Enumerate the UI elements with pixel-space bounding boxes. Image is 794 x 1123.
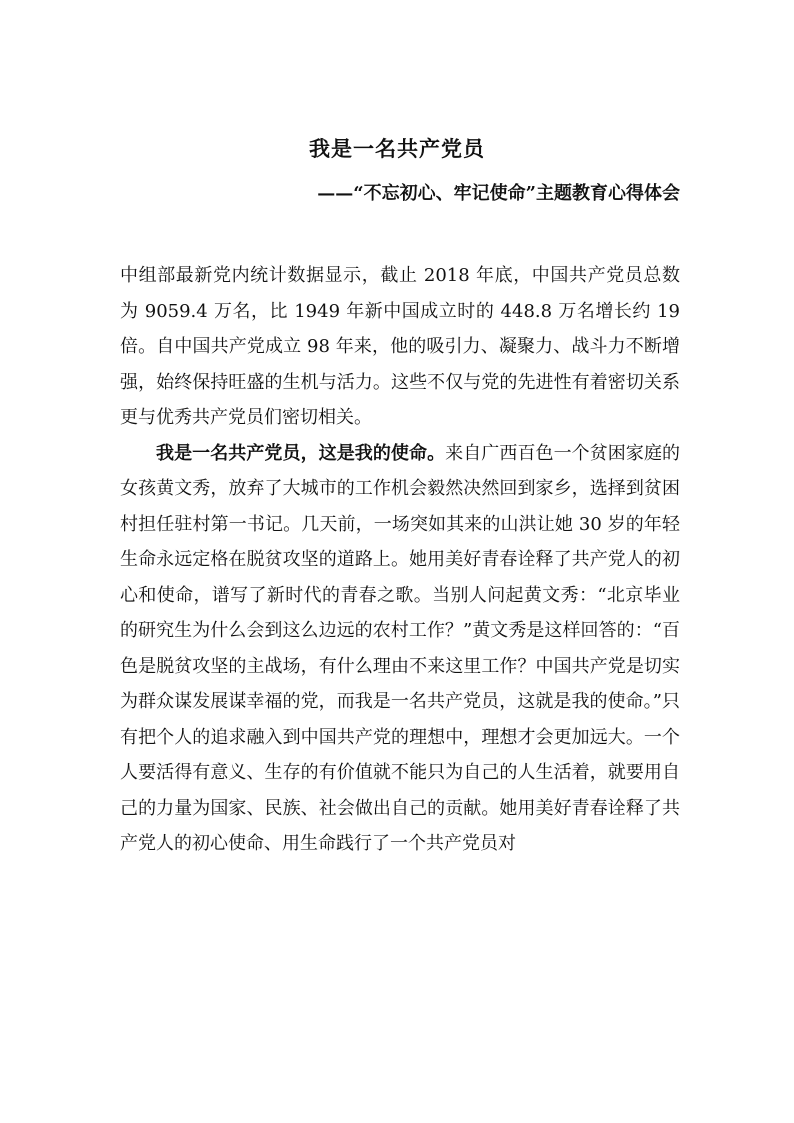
document-body (120, 258, 680, 862)
document-subtitle: ——“不忘初心、牢记使命”主题教育心得体会 (317, 183, 680, 204)
paragraph (120, 258, 680, 436)
paragraph (120, 436, 680, 862)
paragraph-text: 来自广西百色一个贫困家庭的女孩黄文秀，放弃了大城市的工作机会毅然决然回到家乡，选择到贫困村担任驻村第一书记。几天前，一场突如其来的山洪让她 30 岁的年轻生命永远定格在脱贫攻坚的道路上。她用美好青春诠释了共产党人的初心和使命，谱写了新时代的青春之歌。当别人问起黄文秀：“北京毕业的研究生为什么会到这么边远的农村工作？”黄文秀是这样回答的：“百色是脱贫攻坚的主战场，有什么理由不来这里工作？中国共产党是切实为群众谋发展谋幸福的党，而我是一名共产党员，这就是我的使命。”只有把个人的追求融入到中国共产党的理想中，理想才会更加远大。一个人要活得有意义、生存的有价值就不能只为自己的人生活着，就要用自己的力量为国家、民族、社会做出自己的贡献。她用美好青春诠释了共产党人的初心使命、用生命践行了一个共产党员对 (120, 442, 681, 854)
paragraph-text: 中组部最新党内统计数据显示，截止 2018 年底，中国共产党员总数为 9059.4 万名，比 1949 年新中国成立时的 448.8 万名增长约 19 倍。自中国共产党成立 98 年来，他的吸引力、凝聚力、战斗力不断增强，始终保持旺盛的生机与活力。这些不仅与党的先进性有着密切关系更与优秀共产党员们密切相关。 (120, 265, 680, 428)
document-title: 我是一名共产党员 (309, 136, 485, 161)
paragraph-lead: 我是一名共产党员，这是我的使命。 (156, 442, 446, 464)
